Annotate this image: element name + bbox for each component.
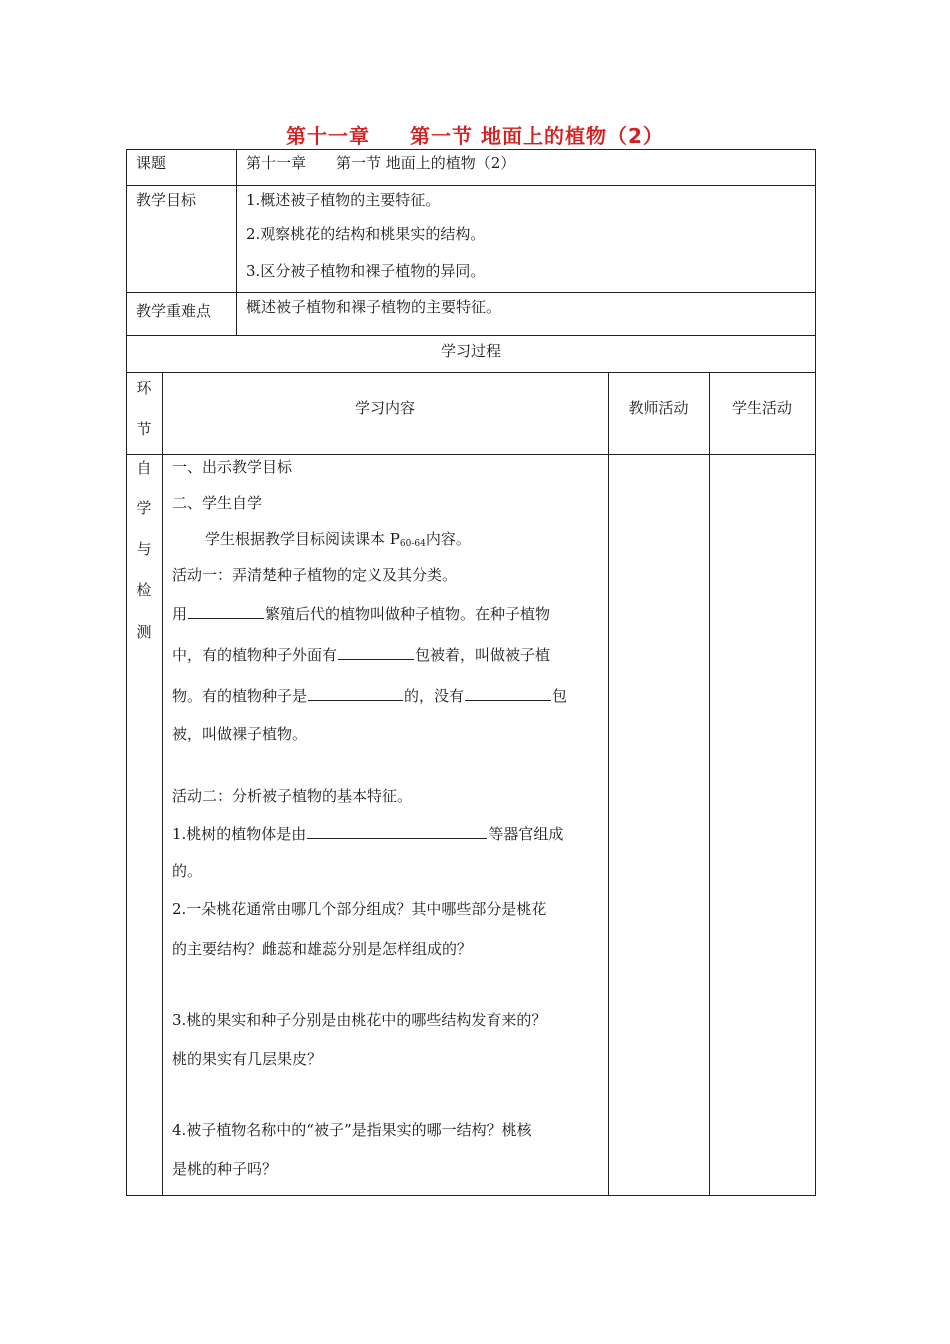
fill-blank-line: 用 繁殖后代的植物叫做种子植物。在种子植物	[172, 605, 551, 623]
content-line: 一、出示教学目标	[172, 458, 293, 476]
process-heading: 学习过程	[440, 342, 501, 360]
topic-label: 课题	[136, 154, 167, 172]
topic-value	[246, 156, 515, 171]
blank[interactable]	[465, 686, 551, 701]
goals-label: 教学目标	[136, 191, 197, 209]
topic-section: 第一节 地面上的植物（2）	[336, 154, 516, 172]
blank[interactable]	[188, 604, 264, 619]
activity-heading: 活动一：弄清楚种子植物的定义及其分类。	[172, 566, 458, 584]
col-stage-char: 环	[136, 379, 152, 397]
goal-item: 1.概述被子植物的主要特征。	[246, 191, 441, 209]
title-section: 第一节 地面上的植物（2）	[410, 124, 664, 148]
stage-char: 测	[136, 623, 152, 641]
question-line: 是桃的种子吗？	[172, 1160, 278, 1178]
key-label: 教学重难点	[136, 302, 212, 320]
page-range: 60-64	[399, 539, 426, 549]
fill-blank-line: 中，有的植物种子外面有 包被着，叫做被子植	[172, 646, 551, 664]
question-line: 1.桃树的植物体是由 等器官组成	[172, 825, 564, 843]
activity-heading: 活动二：分析被子植物的基本特征。	[172, 787, 413, 805]
question-line: 桃的果实有几层果皮？	[172, 1050, 323, 1068]
stage-char: 与	[136, 540, 152, 558]
content-line: 被，叫做裸子植物。	[172, 725, 308, 743]
question-line: 2.一朵桃花通常由哪几个部分组成？其中哪些部分是桃花	[172, 900, 547, 918]
blank[interactable]	[338, 645, 414, 660]
content-line: 学生根据教学目标阅读课本 $P_{60-64}$内容。	[205, 530, 471, 549]
topic-chapter: 第十一章	[246, 154, 307, 172]
fill-blank-line: 物。有的植物种子是 的，没有 包	[172, 687, 568, 705]
col-student-header: 学生活动	[731, 399, 792, 417]
stage-char: 自	[136, 459, 152, 477]
col-stage-char: 节	[136, 420, 152, 438]
col-content-header: 学习内容	[354, 399, 415, 417]
blank[interactable]	[307, 824, 487, 839]
question-line: 的。	[172, 862, 203, 880]
col-teacher-header: 教师活动	[628, 399, 689, 417]
page-title	[0, 120, 950, 149]
stage-char: 学	[136, 499, 152, 517]
blank[interactable]	[308, 686, 403, 701]
title-chapter: 第十一章	[286, 124, 371, 148]
stage-char: 检	[136, 581, 152, 599]
question-line: 4.被子植物名称中的“被子”是指果实的哪一结构？桃核	[172, 1121, 532, 1139]
question-line: 的主要结构？雌蕊和雄蕊分别是怎样组成的？	[172, 940, 473, 958]
content-line: 二、学生自学	[172, 494, 263, 512]
goal-item: 2.观察桃花的结构和桃果实的结构。	[246, 225, 486, 243]
question-line: 3.桃的果实和种子分别是由桃花中的哪些结构发育来的？	[172, 1011, 547, 1029]
goal-item: 3.区分被子植物和裸子植物的异同。	[246, 262, 486, 280]
key-value: 概述被子植物和裸子植物的主要特征。	[246, 298, 502, 316]
